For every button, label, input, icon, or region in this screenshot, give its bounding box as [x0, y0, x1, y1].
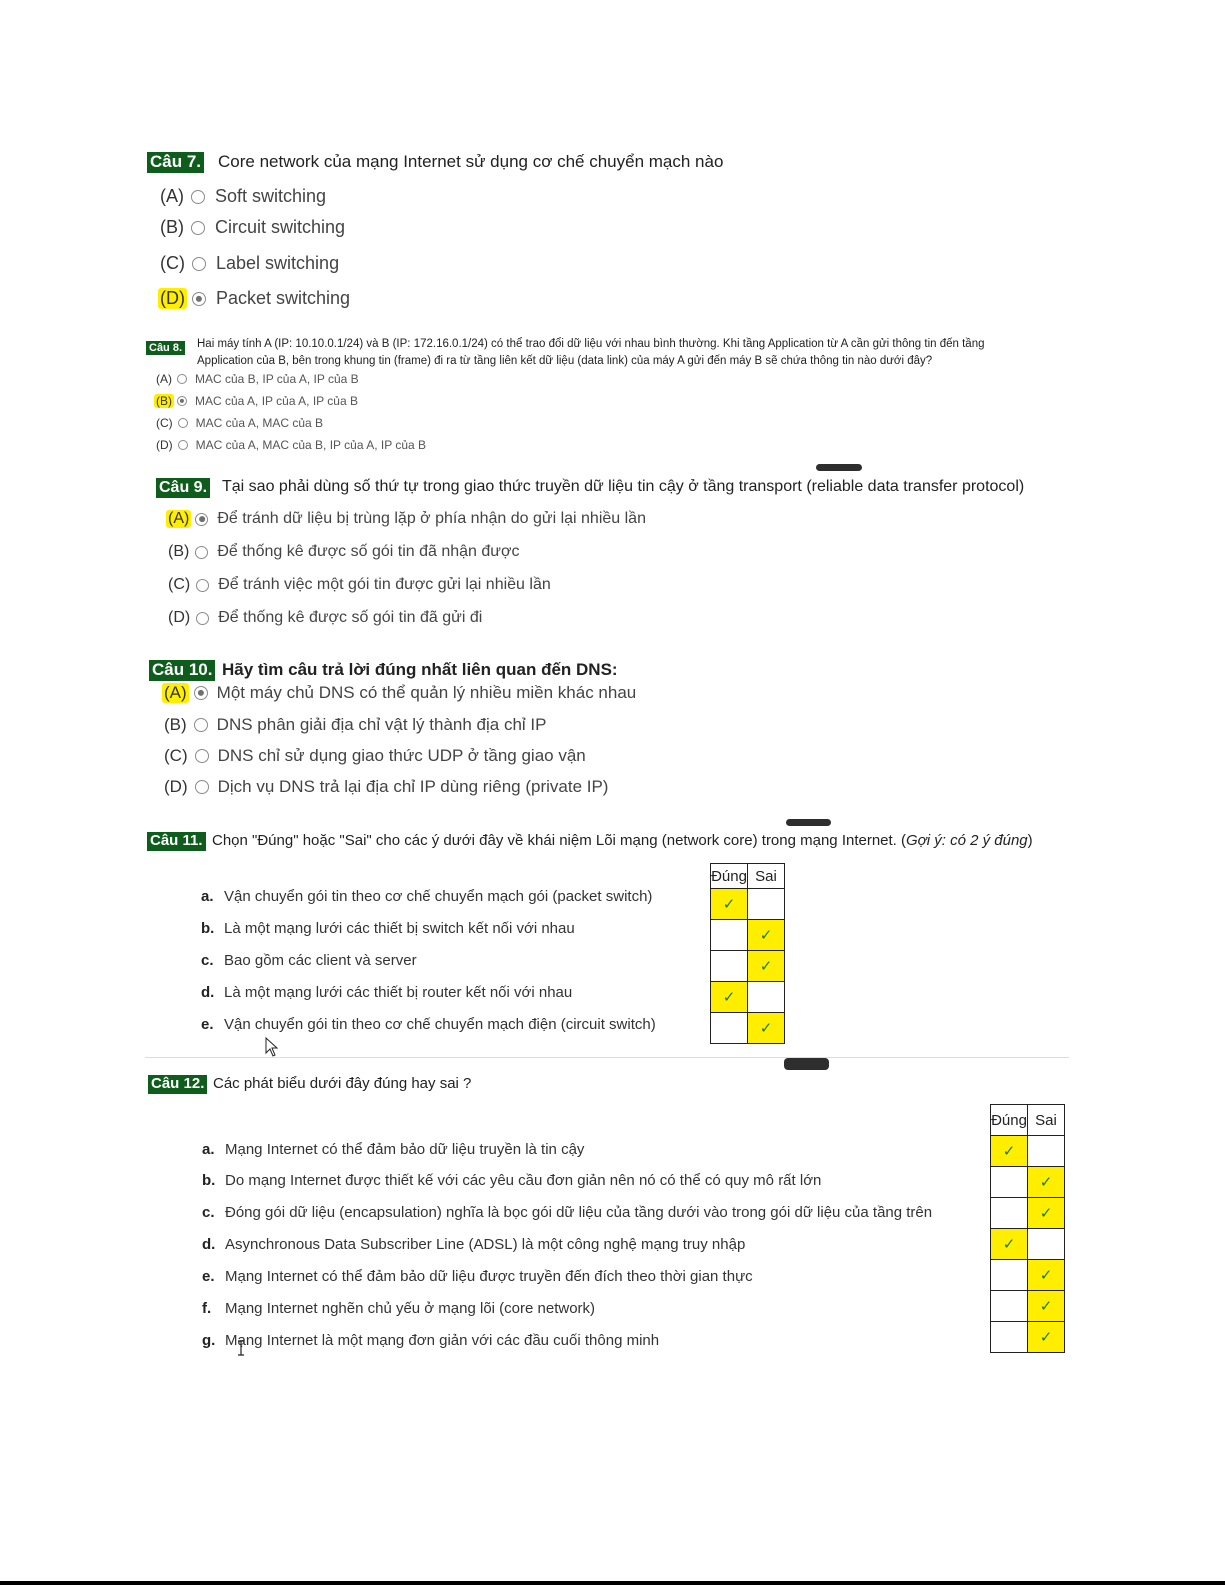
- question-11-end: ): [1027, 832, 1033, 849]
- q12-item-d: [202, 1236, 745, 1253]
- item-letter: f.: [202, 1300, 212, 1317]
- table-row: [991, 1167, 1065, 1198]
- option-text: MAC của A, MAC của B, IP của A, IP của B: [195, 438, 427, 452]
- question-9: [156, 478, 210, 498]
- option-text: Một máy chủ DNS có thể quản lý nhiều miền khác nhau: [216, 683, 637, 702]
- q10-option-c[interactable]: [162, 746, 586, 766]
- radio-button[interactable]: [195, 546, 208, 559]
- q12-item-b: [202, 1172, 821, 1189]
- table-row: [991, 1198, 1065, 1229]
- table-row: [711, 889, 785, 920]
- item-text: Bao gồm các client và server: [224, 952, 417, 969]
- table-row: [991, 1136, 1065, 1167]
- option-text: Soft switching: [215, 186, 327, 206]
- item-letter: e.: [201, 1016, 214, 1033]
- q12-item-f: [202, 1300, 595, 1317]
- option-text: DNS chỉ sử dụng giao thức UDP ở tầng giao vận: [217, 746, 586, 765]
- item-letter: c.: [201, 952, 214, 969]
- option-text: Packet switching: [216, 288, 351, 308]
- checkbox-true[interactable]: [711, 920, 748, 951]
- radio-button-selected[interactable]: [194, 686, 208, 700]
- option-text: MAC của A, MAC của B: [195, 416, 324, 430]
- q12-item-e: [202, 1268, 753, 1285]
- checkbox-false-checked[interactable]: ✓: [1028, 1260, 1065, 1291]
- option-text: DNS phân giải địa chỉ vật lý thành địa chỉ IP: [216, 715, 547, 734]
- option-letter: (A): [160, 186, 184, 206]
- q12-item-c: [202, 1204, 932, 1221]
- scan-artifact: [784, 1058, 829, 1070]
- q11-item-c: [201, 952, 417, 969]
- checkbox-true-checked[interactable]: ✓: [711, 889, 748, 920]
- radio-button[interactable]: [178, 440, 188, 450]
- q9-option-c[interactable]: [166, 576, 551, 594]
- checkbox-false-checked[interactable]: ✓: [1028, 1291, 1065, 1322]
- item-letter: b.: [201, 920, 215, 937]
- option-letter: (B): [164, 715, 187, 734]
- checkbox-true[interactable]: [991, 1167, 1028, 1198]
- table-row: [991, 1229, 1065, 1260]
- item-text: Asynchronous Data Subscriber Line (ADSL) là một công nghệ mạng truy nhập: [225, 1236, 746, 1253]
- question-12-label: Câu 12.: [148, 1075, 207, 1094]
- option-text: Để thống kê được số gói tin đã gửi đi: [218, 609, 483, 626]
- q10-option-b[interactable]: [162, 715, 546, 735]
- option-letter: (D): [168, 609, 191, 626]
- table-header-row: [711, 864, 785, 889]
- q9-option-a[interactable]: [166, 510, 646, 528]
- question-8-text-line2: Application của B, bên trong khung tin (frame) đi ra từ tầng liên kết dữ liệu (data link) của máy A gửi đến máy B sẽ chứa thông tin nào dưới đây?: [197, 355, 933, 367]
- checkbox-false-checked[interactable]: ✓: [748, 1013, 785, 1044]
- option-letter: (C): [168, 576, 191, 593]
- question-12-text: Các phát biểu dưới đây đúng hay sai ?: [213, 1075, 472, 1092]
- table-row: [711, 951, 785, 982]
- column-true-header: Đúng: [711, 864, 748, 889]
- checkbox-false-checked[interactable]: ✓: [1028, 1167, 1065, 1198]
- item-letter: c.: [202, 1204, 215, 1221]
- option-letter: (D): [164, 777, 188, 796]
- q7-option-c[interactable]: [158, 253, 339, 274]
- question-12: [148, 1075, 207, 1094]
- item-text: Mạng Internet có thể đảm bảo dữ liệu được truyền đến đích theo thời gian thực: [225, 1268, 753, 1285]
- column-false-header: Sai: [1028, 1105, 1065, 1136]
- question-11-hint: Gợi ý: có 2 ý đúng: [906, 832, 1028, 849]
- option-letter: (A): [168, 510, 190, 527]
- checkbox-true[interactable]: [711, 1013, 748, 1044]
- option-letter: (A): [164, 683, 187, 702]
- q8-option-b[interactable]: [154, 394, 358, 408]
- q8-option-d[interactable]: [154, 438, 426, 452]
- q11-item-e: [201, 1016, 656, 1033]
- q12-item-a: [202, 1141, 584, 1158]
- option-letter: (C): [160, 253, 185, 273]
- option-text: Label switching: [216, 253, 340, 273]
- q11-item-d: [201, 984, 572, 1001]
- checkbox-false-checked[interactable]: ✓: [748, 951, 785, 982]
- option-text: MAC của A, IP của A, IP của B: [195, 394, 358, 408]
- checkbox-true[interactable]: [711, 951, 748, 982]
- question-7: [147, 152, 204, 173]
- q7-option-d[interactable]: [158, 288, 350, 309]
- checkbox-true[interactable]: [991, 1322, 1028, 1353]
- item-letter: a.: [202, 1141, 215, 1158]
- q11-answer-table: [710, 863, 785, 1044]
- question-7-text: Core network của mạng Internet sử dụng cơ chế chuyển mạch nào: [218, 152, 724, 171]
- option-letter: (D): [156, 438, 173, 452]
- radio-button[interactable]: [191, 190, 205, 204]
- question-8: [146, 338, 185, 356]
- checkbox-false-checked[interactable]: ✓: [748, 920, 785, 951]
- option-letter: (B): [156, 394, 172, 408]
- question-11: [147, 832, 206, 851]
- question-10-text: Hãy tìm câu trả lời đúng nhất liên quan đến DNS:: [222, 660, 618, 679]
- checkbox-true-checked[interactable]: ✓: [991, 1229, 1028, 1260]
- item-letter: d.: [201, 984, 215, 1001]
- table-row: [991, 1322, 1065, 1353]
- option-text: Để tránh dữ liệu bị trùng lặp ở phía nhận do gửi lại nhiều lần: [217, 510, 646, 527]
- item-text: Vận chuyển gói tin theo cơ chế chuyển mạch điện (circuit switch): [224, 1016, 656, 1033]
- item-text: Vận chuyển gói tin theo cơ chế chuyển mạch gói (packet switch): [224, 888, 653, 905]
- q12-item-g: [202, 1332, 659, 1349]
- item-letter: g.: [202, 1332, 216, 1349]
- q9-option-b[interactable]: [166, 543, 519, 561]
- question-9-text: Tại sao phải dùng số thứ tự trong giao thức truyền dữ liệu tin cậy ở tầng transport (reliable data transfer protocol): [222, 478, 1025, 495]
- checkbox-true[interactable]: [991, 1260, 1028, 1291]
- table-row: [711, 920, 785, 951]
- radio-button[interactable]: [195, 749, 209, 763]
- q8-option-a[interactable]: [154, 372, 359, 386]
- radio-button-selected[interactable]: [177, 396, 187, 406]
- q7-option-a[interactable]: [158, 186, 326, 207]
- q11-item-b: [201, 920, 575, 937]
- option-text: Để tránh việc một gói tin được gửi lại nhiều lần: [218, 576, 551, 593]
- option-text: MAC của B, IP của A, IP của B: [195, 372, 359, 386]
- question-10-label: Câu 10.: [149, 660, 215, 681]
- radio-button[interactable]: [177, 374, 187, 384]
- table-row: [711, 1013, 785, 1044]
- column-false-header: Sai: [748, 864, 785, 889]
- radio-button[interactable]: [196, 579, 209, 592]
- question-11-main: Chọn "Đúng" hoặc "Sai" cho các ý dưới đây về khái niệm Lõi mạng (network core) trong mạng Internet. (: [212, 832, 907, 849]
- table-header-row: [991, 1105, 1065, 1136]
- checkbox-false-checked[interactable]: ✓: [1028, 1198, 1065, 1229]
- checkbox-false-checked[interactable]: ✓: [1028, 1322, 1065, 1353]
- table-row: [991, 1260, 1065, 1291]
- item-letter: a.: [201, 888, 214, 905]
- table-row: [991, 1291, 1065, 1322]
- option-text: Dịch vụ DNS trả lại địa chỉ IP dùng riêng (private IP): [217, 777, 609, 796]
- option-letter: (B): [168, 543, 190, 560]
- option-letter: (C): [156, 416, 173, 430]
- radio-button[interactable]: [191, 221, 205, 235]
- checkbox-true[interactable]: [991, 1291, 1028, 1322]
- q10-option-a[interactable]: [162, 683, 636, 703]
- q12-answer-table: [990, 1104, 1065, 1353]
- table-row: [711, 982, 785, 1013]
- question-7-label: Câu 7.: [147, 152, 204, 173]
- radio-button[interactable]: [194, 718, 208, 732]
- section-divider: [145, 1057, 1069, 1058]
- radio-button[interactable]: [192, 257, 206, 271]
- column-true-header: Đúng: [991, 1105, 1028, 1136]
- checkbox-true-checked[interactable]: ✓: [991, 1136, 1028, 1167]
- checkbox-true-checked[interactable]: ✓: [711, 982, 748, 1013]
- question-8-label: Câu 8.: [146, 341, 185, 355]
- q11-item-a: [201, 888, 652, 905]
- question-11-label: Câu 11.: [147, 832, 206, 851]
- item-text: Đóng gói dữ liệu (encapsulation) nghĩa là bọc gói dữ liệu của tầng dưới vào trong gói dữ liệu của tầng trên: [225, 1204, 933, 1221]
- checkbox-false[interactable]: [1028, 1136, 1065, 1167]
- item-text: Mạng Internet nghẽn chủ yếu ở mạng lõi (core network): [225, 1300, 596, 1317]
- item-text: Mạng Internet có thể đảm bảo dữ liệu truyền là tin cậy: [225, 1141, 585, 1158]
- question-9-label: Câu 9.: [156, 478, 210, 498]
- text-cursor-icon: [237, 1340, 245, 1356]
- radio-button-selected[interactable]: [195, 513, 208, 526]
- item-text: Do mạng Internet được thiết kế với các yêu cầu đơn giản nên nó có thể có quy mô rất lớn: [225, 1172, 822, 1189]
- item-text: Mạng Internet là một mạng đơn giản với các đầu cuối thông minh: [225, 1332, 660, 1349]
- question-10: [149, 660, 215, 681]
- q10-option-d[interactable]: [162, 777, 608, 797]
- item-letter: d.: [202, 1236, 216, 1253]
- option-letter: (C): [164, 746, 188, 765]
- mouse-cursor-icon: [265, 1037, 279, 1057]
- option-text: Để thống kê được số gói tin đã nhận được: [217, 543, 520, 560]
- checkbox-false[interactable]: [748, 982, 785, 1013]
- item-text: Là một mạng lưới các thiết bị router kết nối với nhau: [224, 984, 573, 1001]
- option-letter: (B): [160, 217, 184, 237]
- item-letter: e.: [202, 1268, 215, 1285]
- radio-button-selected[interactable]: [192, 292, 206, 306]
- checkbox-false[interactable]: [748, 889, 785, 920]
- radio-button[interactable]: [178, 418, 188, 428]
- option-letter: (A): [156, 372, 172, 386]
- checkbox-true[interactable]: [991, 1198, 1028, 1229]
- page-bottom-edge: [0, 1581, 1225, 1585]
- question-11-text: [212, 832, 1033, 849]
- radio-button[interactable]: [196, 612, 209, 625]
- item-text: Là một mạng lưới các thiết bị switch kết nối với nhau: [224, 920, 575, 937]
- item-letter: b.: [202, 1172, 216, 1189]
- option-text: Circuit switching: [215, 217, 346, 237]
- scan-artifact: [816, 464, 862, 471]
- radio-button[interactable]: [195, 780, 209, 794]
- q8-option-c[interactable]: [154, 416, 323, 430]
- q7-option-b[interactable]: [158, 217, 345, 238]
- option-letter: (D): [160, 288, 185, 308]
- question-8-text-line1: Hai máy tính A (IP: 10.10.0.1/24) và B (IP: 172.16.0.1/24) có thể trao đổi dữ liệu với nhau bình thường. Khi tầng Application từ A cần gửi thông tin đến tầng: [197, 338, 985, 350]
- scan-artifact: [786, 819, 831, 826]
- q9-option-d[interactable]: [166, 609, 482, 627]
- checkbox-false[interactable]: [1028, 1229, 1065, 1260]
